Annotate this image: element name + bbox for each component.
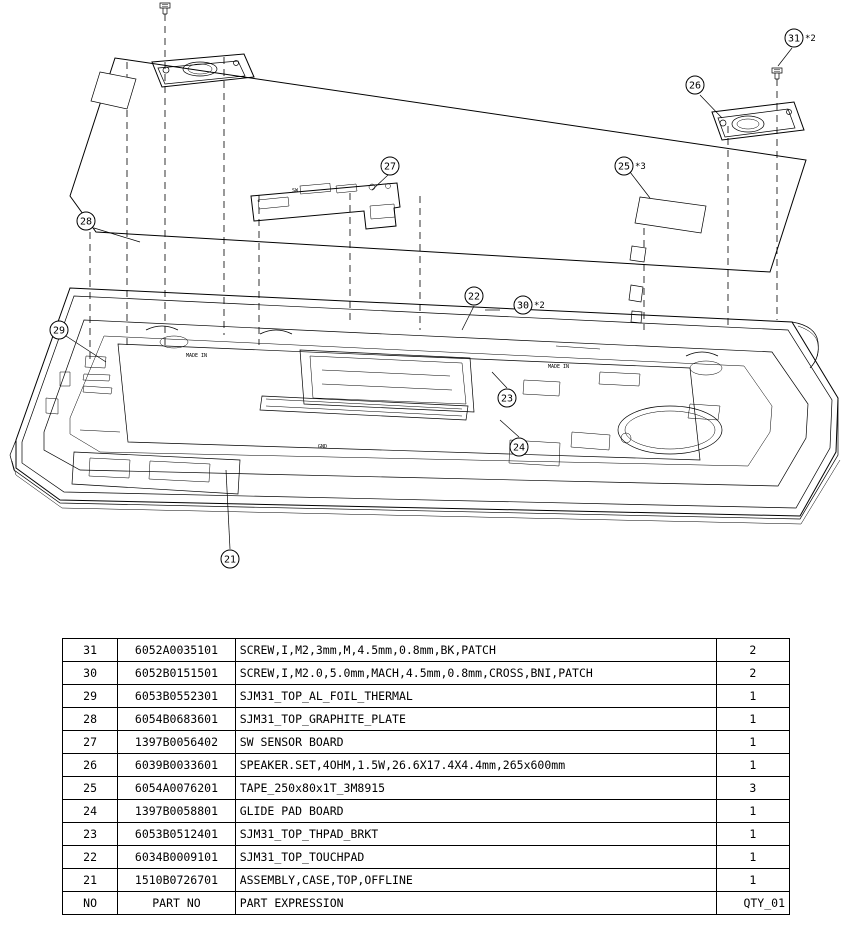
row-desc: ASSEMBLY,CASE,TOP,OFFLINE: [235, 869, 716, 892]
row-desc: SW SENSOR BOARD: [235, 731, 716, 754]
svg-text:*2: *2: [534, 301, 545, 311]
balloon-27[interactable]: [381, 157, 399, 175]
header-part: PART NO: [118, 892, 235, 915]
screw-top-left: [160, 3, 170, 14]
sw-sensor-board: [251, 183, 400, 229]
parts-table-body: [63, 639, 790, 915]
table-row: [63, 685, 790, 708]
svg-text:23: 23: [500, 393, 514, 405]
row-qty: 1: [716, 685, 789, 708]
svg-text:26: 26: [688, 80, 702, 92]
row-part: 6054A0076201: [118, 777, 235, 800]
table-header-row: [63, 892, 790, 915]
row-desc: SJM31_TOP_GRAPHITE_PLATE: [235, 708, 716, 731]
leader-lines: [66, 48, 792, 549]
row-qty: 1: [716, 800, 789, 823]
row-no: 21: [63, 869, 118, 892]
row-part: 6034B0009101: [118, 846, 235, 869]
assembly-guide-lines: [90, 14, 777, 360]
row-desc: SJM31_TOP_THPAD_BRKT: [235, 823, 716, 846]
row-qty: 2: [716, 639, 789, 662]
row-no: 31: [63, 639, 118, 662]
row-qty: 1: [716, 754, 789, 777]
balloon-26[interactable]: [686, 76, 704, 94]
row-part: 6054B0683601: [118, 708, 235, 731]
top-case-assembly: [10, 288, 840, 524]
svg-text:*3: *3: [635, 162, 646, 172]
header-desc: PART EXPRESSION: [235, 892, 716, 915]
row-qty: 1: [716, 846, 789, 869]
table-row: [63, 639, 790, 662]
row-part: 6053B0552301: [118, 685, 235, 708]
svg-text:SW: SW: [292, 188, 299, 194]
table-row: [63, 708, 790, 731]
row-part: 6039B0033601: [118, 754, 235, 777]
header-no: NO: [63, 892, 118, 915]
table-row: [63, 754, 790, 777]
svg-text:29: 29: [52, 325, 66, 337]
row-no: 29: [63, 685, 118, 708]
row-part: 6052B0151501: [118, 662, 235, 685]
row-no: 25: [63, 777, 118, 800]
balloon-24[interactable]: [510, 438, 528, 456]
svg-text:28: 28: [79, 216, 93, 228]
svg-text:24: 24: [512, 442, 526, 454]
row-no: 26: [63, 754, 118, 777]
svg-text:25: 25: [617, 161, 631, 173]
row-no: 24: [63, 800, 118, 823]
balloon-31[interactable]: [785, 29, 816, 47]
row-qty: 1: [716, 823, 789, 846]
svg-text:22: 22: [467, 291, 481, 303]
row-qty: 1: [716, 731, 789, 754]
row-qty: 2: [716, 662, 789, 685]
row-part: 1510B0726701: [118, 869, 235, 892]
table-row: [63, 869, 790, 892]
svg-text:MADE IN: MADE IN: [548, 364, 570, 370]
balloon-23[interactable]: [498, 389, 516, 407]
row-desc: GLIDE PAD BOARD: [235, 800, 716, 823]
balloon-25[interactable]: [615, 157, 646, 175]
row-part: 6053B0512401: [118, 823, 235, 846]
balloon-22[interactable]: [465, 287, 483, 305]
balloon-30[interactable]: [514, 296, 545, 314]
row-qty: 3: [716, 777, 789, 800]
table-row: [63, 823, 790, 846]
row-no: 22: [63, 846, 118, 869]
row-no: 23: [63, 823, 118, 846]
balloon-28[interactable]: [77, 212, 95, 230]
row-desc: SPEAKER.SET,4OHM,1.5W,26.6X17.4X4.4mm,265x600mm: [235, 754, 716, 777]
row-part: 1397B0056402: [118, 731, 235, 754]
row-desc: SJM31_TOP_AL_FOIL_THERMAL: [235, 685, 716, 708]
table-row: [63, 662, 790, 685]
svg-text:30: 30: [516, 300, 530, 312]
row-desc: SCREW,I,M2.0,5.0mm,MACH,4.5mm,0.8mm,CROSS,BNI,PATCH: [235, 662, 716, 685]
row-no: 30: [63, 662, 118, 685]
row-qty: 1: [716, 708, 789, 731]
row-desc: SCREW,I,M2,3mm,M,4.5mm,0.8mm,BK,PATCH: [235, 639, 716, 662]
row-part: 1397B0058801: [118, 800, 235, 823]
row-no: 28: [63, 708, 118, 731]
svg-text:31: 31: [787, 33, 801, 45]
parts-list-table: [62, 638, 790, 915]
table-row: [63, 846, 790, 869]
svg-text:21: 21: [223, 554, 237, 566]
row-desc: SJM31_TOP_TOUCHPAD: [235, 846, 716, 869]
screw-top-right: [772, 68, 782, 79]
row-desc: TAPE_250x80x1T_3M8915: [235, 777, 716, 800]
svg-text:*2: *2: [805, 34, 816, 44]
speaker-module-right: [712, 102, 804, 140]
table-row: [63, 777, 790, 800]
svg-text:MADE IN: MADE IN: [186, 353, 208, 359]
svg-text:GND: GND: [318, 444, 328, 450]
table-row: [63, 800, 790, 823]
header-qty: QTY_01: [716, 892, 789, 915]
row-part: 6052A0035101: [118, 639, 235, 662]
svg-text:27: 27: [383, 161, 397, 173]
row-qty: 1: [716, 869, 789, 892]
table-row: [63, 731, 790, 754]
balloon-29[interactable]: [50, 321, 68, 339]
balloon-21[interactable]: [221, 550, 239, 568]
row-no: 27: [63, 731, 118, 754]
